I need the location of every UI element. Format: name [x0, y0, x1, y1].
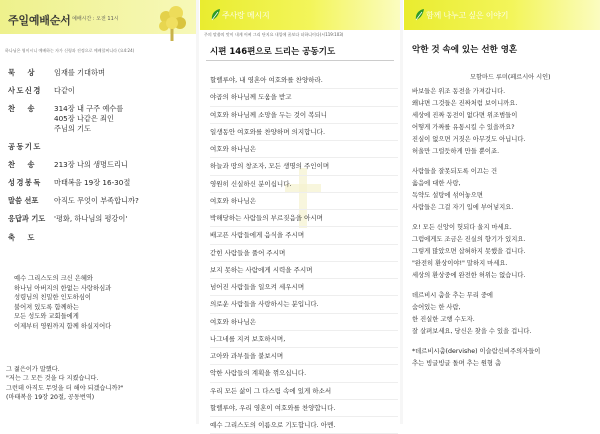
- leaf-icon: [414, 8, 425, 21]
- stanza-gap: [412, 158, 598, 166]
- prayer-lead-verse: 주의 말씀의 맛이 내게 어찌 그리 단지요 내입에 꿀보다 더하니이다(시119:103): [204, 32, 344, 37]
- worship-order-label: 찬 송: [8, 159, 40, 169]
- worship-order-value: 다같이: [54, 86, 75, 96]
- stanza-gap: [412, 214, 598, 222]
- worship-order-value: 314장 내 구주 예수를 405장 나같은 죄인 주님의 기도: [54, 104, 124, 133]
- story-banner-title: 함께 나누고 싶은 이야기: [426, 11, 509, 20]
- benediction-line: 이제부터 영원까지 함께 하실지어다: [14, 322, 112, 330]
- prayer-line: 넘어진 사람들을 일으켜 세우시며: [210, 279, 398, 296]
- story-column: [404, 0, 600, 424]
- prayer-banner-title: 주사랑 메시지: [222, 11, 270, 20]
- worship-time: 예배시간 : 오전 11시: [72, 16, 119, 22]
- poem-line: 사람들은 그걸 자기 입에 부어넣지요.: [412, 204, 514, 211]
- worship-order-row: [8, 68, 192, 78]
- prayer-banner: [200, 0, 400, 30]
- worship-order-banner: [0, 0, 196, 34]
- scripture-line: (마태복음 19장 20절, 공동번역): [6, 393, 95, 401]
- poem-line: 그렇게 많았으면 삽혀하지 못했을 겁니다.: [412, 248, 526, 255]
- stanza-gap: [412, 282, 598, 290]
- benediction-text: [14, 274, 192, 331]
- poem-line: 옳음에 대한 사랑,: [412, 180, 461, 187]
- prayer-text: [210, 72, 398, 434]
- poem-line: *데르비시춤(dervishe) 이슬람신비주의자들이: [412, 348, 541, 355]
- benediction-line: 불어져 있도록 함께하는: [14, 303, 79, 311]
- prayer-line: 보지 못하는 사람에게 시력을 주시며: [210, 262, 398, 279]
- worship-order-label: 사도신경: [8, 86, 42, 96]
- worship-order-column: [0, 0, 196, 424]
- worship-order-title: 주일예배순서: [8, 14, 71, 27]
- prayer-line: 우리 모든 삶이 그 다스림 속에 있게 하소서: [210, 383, 398, 400]
- worship-order-list: [8, 68, 192, 251]
- benediction-line: 성령님의 친밀한 인도하심이: [14, 294, 91, 302]
- scripture-line: 그런데 아직도 무엇을 더 해야 되겠습니까?": [6, 384, 124, 392]
- poem-line: 숨어있는 한 사람,: [412, 304, 461, 311]
- prayer-line: 배고픈 사람들에게 음식을 주시며: [210, 227, 398, 244]
- worship-order-row: [8, 160, 192, 170]
- worship-order-row: [8, 142, 192, 152]
- worship-order-value: 마태복음 19장 16-30절: [54, 178, 131, 188]
- prayer-line: 영원히 신실하신 분이십니다.: [210, 176, 398, 193]
- benediction-line: 하나님 아버지의 한없는 사랑하심과: [14, 284, 112, 292]
- poem-line: 데르비시 춤을 추는 무리 중에: [412, 292, 493, 299]
- prayer-title: 시편 146편으로 드리는 공동기도: [210, 47, 336, 57]
- worship-order-label: 응답과 기도: [8, 214, 46, 224]
- poem-line: "완전히 환상이야!" 말하지 마세요.: [412, 260, 508, 267]
- prayer-line: 여호와 하나님은: [210, 193, 398, 210]
- poem-line: 어떻게 가짜를 유통시킬 수 있을까요?: [412, 124, 515, 131]
- prayer-line: 박해당하는 사람들의 부르짖음을 아시며: [210, 210, 398, 227]
- poem-line: 왜냐면 그것들은 진짜처럼 보이니까요.: [412, 100, 518, 107]
- worship-order-value: 213장 나의 생명드리니: [54, 159, 128, 169]
- page-fold: [196, 0, 199, 424]
- poem-text: [412, 86, 598, 370]
- poem-line: 세상의 환상중에 완전한 허위는 없습니다.: [412, 272, 526, 279]
- worship-order-label: 축 도: [8, 232, 40, 242]
- worship-order-label: 말씀 선포: [8, 196, 39, 206]
- worship-order-value: '평화, 하나님의 평강이': [54, 214, 128, 224]
- worship-order-row: [8, 233, 192, 243]
- prayer-line: 의로운 사람들을 사랑하시는 분입니다.: [210, 296, 398, 313]
- worship-order-label: 묵 상: [8, 68, 40, 77]
- prayer-line: 악한 사람들의 계획을 꺾으십니다.: [210, 365, 398, 382]
- poem-line: 진실이 없으면 거짓은 아무것도 아닙니다.: [412, 136, 526, 143]
- scripture-quote: [6, 365, 192, 402]
- worship-intro-verse: 하나님은 영이시니 예배하는 자가 신령과 진정으로 예배할찌니라 (요4:24): [5, 48, 135, 53]
- poem-line: 허울만 그럴듯하게 만들 뿐이죠.: [412, 148, 500, 155]
- prayer-line: 여호와 하나님께 소망을 두는 것이 복되니: [210, 107, 398, 124]
- page-fold: [400, 0, 403, 424]
- worship-order-label: 찬 송: [8, 104, 40, 114]
- prayer-line: 일생동안 여호와를 찬양하며 의지합니다.: [210, 124, 398, 141]
- worship-order-row: [8, 178, 192, 188]
- worship-order-label: 공동기도: [8, 141, 42, 151]
- tree-icon: [152, 3, 192, 43]
- stanza-gap: [412, 338, 598, 346]
- worship-order-row: [8, 104, 192, 133]
- prayer-line: 여호와 하나님은: [210, 141, 398, 158]
- prayer-line: 할렐루야, 우리 영혼이 여호와를 찬양합니다.: [210, 400, 398, 417]
- poem-line: 바보들은 위조 동전을 가져갑니다.: [412, 88, 506, 95]
- worship-order-value: 아직도 무엇이 부족합니까?: [54, 196, 139, 206]
- poem-line: 한 진실한 고행 수도자.: [412, 316, 475, 323]
- scripture-line: "저는 그 모든 것을 다 지켰습니다.: [6, 375, 99, 383]
- prayer-column: [200, 0, 400, 429]
- prayer-line: 나그네를 지켜 보호하시며,: [210, 331, 398, 348]
- poem-line: 잘 살펴보세요, 당신은 찾을 수 있을 겁니다.: [412, 328, 532, 335]
- prayer-line: 야곱의 하나님께 도움을 받고: [210, 89, 398, 106]
- worship-order-row: [8, 196, 192, 206]
- scripture-line: 그 젊은이가 말했다.: [6, 366, 60, 373]
- poem-line: 독약도 설탕에 섞어놓으면: [412, 192, 483, 199]
- worship-order-row: [8, 86, 192, 96]
- leaf-icon: [210, 8, 221, 21]
- prayer-line: 여호와 하나님은: [210, 314, 398, 331]
- prayer-line: 하늘과 땅의 창조자, 모든 생명의 주인이며: [210, 158, 398, 175]
- poem-line: 세상에 진짜 동전이 없다면 위조범들이: [412, 112, 518, 119]
- worship-order-label: 성경봉독: [8, 178, 42, 188]
- prayer-line: 예수 그리스도의 이름으로 기도합니다. 아멘.: [210, 417, 398, 434]
- benediction-line: 모든 성도와 교회들에게: [14, 313, 79, 321]
- worship-order-row: [8, 214, 192, 224]
- prayer-line: 할렐루야, 내 영혼아 여호와를 찬양하라.: [210, 72, 398, 89]
- worship-order-value: 임재를 기대하며: [54, 68, 105, 77]
- poem-line: 사람들을 잘못되도록 이끄는 건: [412, 168, 498, 175]
- divider: [206, 60, 394, 61]
- story-banner: [404, 0, 600, 30]
- benediction-line: 예수 그리스도의 크신 은혜와: [14, 275, 93, 282]
- prayer-line: 갇힌 사람들을 풀어 주시며: [210, 245, 398, 262]
- poem-line: 오! 모든 신앙이 헛되다 울지 마세요.: [412, 224, 512, 231]
- poem-line: 그럼에게도 조금은 진실의 향기가 있지요.: [412, 236, 526, 243]
- poem-author: 모함마드 루미(페르시아 시인): [470, 74, 551, 81]
- poem-title: 악한 것 속에 있는 선한 영혼: [412, 45, 518, 55]
- prayer-line: 고아와 과부들을 붙보시며: [210, 348, 398, 365]
- poem-line: 추는 빙글빙글 돌며 추는 원형 춤: [412, 360, 502, 367]
